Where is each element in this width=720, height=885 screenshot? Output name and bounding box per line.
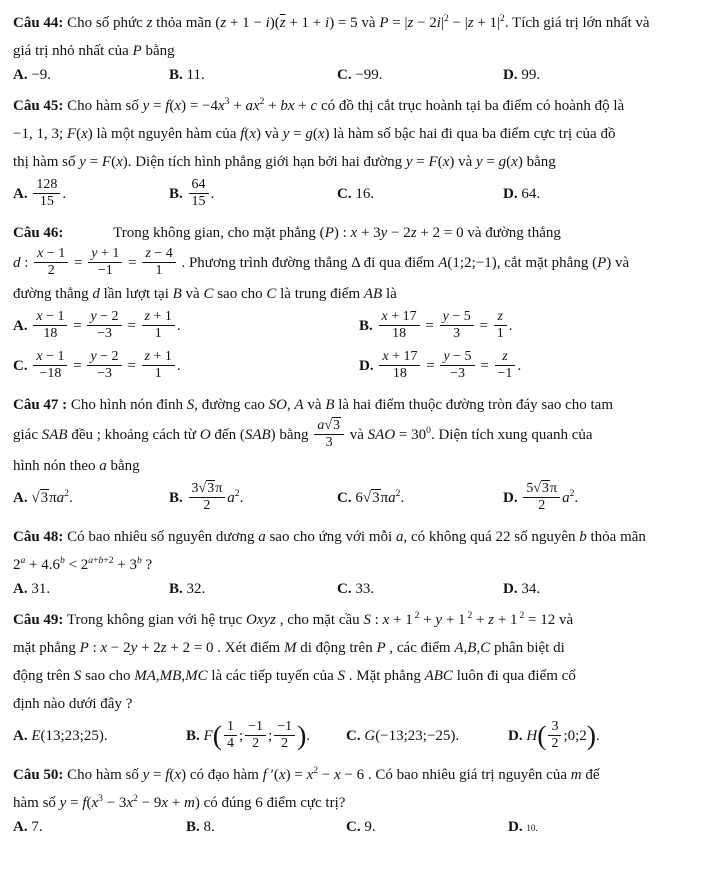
option-letter: B. <box>359 317 373 334</box>
option-a <box>13 581 169 598</box>
option-b <box>169 482 337 515</box>
question-47-options <box>13 482 707 515</box>
question-48-number: Câu 48: <box>13 529 64 545</box>
option-letter: D. <box>503 67 518 83</box>
question-44-statement <box>13 9 707 65</box>
option-value: 64. <box>521 186 541 202</box>
option-value: $\frac{3√3\pi}{2}$ $a^2$. <box>187 490 244 506</box>
option-d <box>359 350 707 383</box>
question-45-number: Câu 45: <box>13 98 64 114</box>
option-a <box>13 310 359 343</box>
option-c <box>337 67 503 84</box>
option-letter: C. <box>346 819 361 835</box>
option-value: 32. <box>186 581 206 597</box>
question-46-text: Trong không gian, cho mặt phẳng (P) : x + 3y − 2z + 2 = 0 và đường thẳng d : $\frac{x - 1}{2}$ = $\frac{y + 1}{-1}$ = $\frac{z - 4}{1}$ . Phương trình đường thẳng Δ đi qua điểm A(1;2;−1), cắt mặt phẳng (P) và đường thẳng d lần lượt tại B và C sao cho C là trung điểm AB là <box>13 225 630 302</box>
question-46 <box>13 219 707 383</box>
option-letter: C. <box>337 186 352 202</box>
option-letter: A. <box>13 185 28 202</box>
question-49-number: Câu 49: <box>13 612 64 628</box>
option-value: 7. <box>31 819 43 835</box>
option-value: F( $\frac{1}{4}$ ; $\frac{-1}{2}$ ; $\frac{-1}{2}$ ). <box>203 719 311 752</box>
option-value: 8. <box>203 819 215 835</box>
question-50 <box>13 761 707 836</box>
option-letter: B. <box>169 489 183 506</box>
option-value: 99. <box>521 67 541 83</box>
option-c <box>337 186 503 203</box>
option-letter: D. <box>359 357 374 374</box>
option-value: E(13;23;25). <box>31 728 108 744</box>
question-45 <box>13 92 707 211</box>
option-a <box>13 178 169 211</box>
option-c <box>346 728 508 745</box>
question-48-statement <box>13 523 707 579</box>
option-letter: B. <box>169 581 183 597</box>
question-49-statement <box>13 606 707 718</box>
option-b <box>169 67 337 84</box>
option-a <box>13 819 186 836</box>
question-44-options <box>13 67 707 84</box>
option-d <box>508 819 707 836</box>
option-a <box>13 490 169 507</box>
option-value: 34. <box>521 581 541 597</box>
option-c <box>13 350 359 383</box>
option-value: $√3\pi a^2$. <box>31 488 73 506</box>
option-value: 16. <box>355 186 375 202</box>
question-45-text: Cho hàm số $y = f(x) = -4x^3 + ax^2$ + bx + c có đồ thị cắt trục hoành tại ba điểm có hoành độ là −1, 1, 3; F(x) là một nguyên hàm của f(x) và y = g(x) là hàm số bậc hai đi qua ba điểm cực trị của đồ thị hàm số y = F(x). Diện tích hình phẳng giới hạn bởi hai đường y = F(x) và y = g(x) bằng <box>13 96 625 170</box>
option-letter: A. <box>13 67 28 83</box>
option-letter: A. <box>13 728 28 744</box>
option-a <box>13 728 186 745</box>
option-letter: A. <box>13 819 28 835</box>
question-49 <box>13 606 707 753</box>
option-c <box>337 581 503 598</box>
option-letter: B. <box>169 185 183 202</box>
option-letter: A. <box>13 317 28 334</box>
option-a <box>13 67 169 84</box>
option-d <box>508 720 707 753</box>
option-value: 11. <box>186 67 205 83</box>
question-47-number: Câu 47 : <box>13 397 68 413</box>
question-48-text: Có bao nhiêu số nguyên dương a sao cho ứng với mỗi a, có không quá 22 số nguyên b thỏa mãn $2^a + 4.6^b < 2^{a+b+2} + 3^b$ ? <box>13 529 646 573</box>
option-d <box>503 186 707 203</box>
option-letter: C. <box>337 581 352 597</box>
option-letter: A. <box>13 581 28 597</box>
question-47 <box>13 391 707 515</box>
option-b <box>359 310 707 343</box>
question-49-options <box>13 720 707 753</box>
question-46-number: Câu 46: <box>13 225 64 241</box>
option-value: $\frac{x + 17}{18}$ = $\frac{y - 5}{-3}$ = $\frac{z}{-1}$ . <box>377 358 521 374</box>
question-50-statement <box>13 761 707 817</box>
question-44 <box>13 9 707 84</box>
option-letter: D. <box>508 819 523 835</box>
option-b <box>169 581 337 598</box>
option-letter: B. <box>186 727 200 744</box>
option-letter: C. <box>337 490 352 506</box>
option-letter: D. <box>503 489 518 506</box>
question-48 <box>13 523 707 598</box>
option-c <box>337 490 503 507</box>
question-46-statement <box>13 219 707 308</box>
option-letter: B. <box>169 67 183 83</box>
option-value: $\frac{128}{15}$ . <box>31 186 66 202</box>
question-50-options <box>13 819 707 836</box>
question-45-options <box>13 178 707 211</box>
option-d <box>503 482 707 515</box>
option-value: 31. <box>31 581 51 597</box>
option-b <box>169 178 337 211</box>
option-value: $\frac{x - 1}{18}$ = $\frac{y - 2}{-3}$ = $\frac{z + 1}{1}$ . <box>31 318 180 334</box>
question-47-text: Cho hình nón đỉnh S, đường cao SO, A và B là hai điểm thuộc đường tròn đáy sao cho tam giác SAB đều ; khoảng cách từ O đến (SAB) bằng $\frac{a√3}{3}$ và SAO = $30^0$. Diện tích xung quanh của hình nón theo a bằng <box>13 397 614 474</box>
option-letter: C. <box>13 357 28 374</box>
option-letter: D. <box>503 581 518 597</box>
option-value: G(−13;23;−25). <box>364 728 460 744</box>
question-45-statement <box>13 92 707 176</box>
question-46-options <box>13 310 707 383</box>
option-value: $\frac{64}{15}$ . <box>187 186 215 202</box>
question-44-number: Câu 44: <box>13 15 64 31</box>
option-value: −9. <box>31 67 52 83</box>
option-value: H( $\frac{3}{2}$ ;0;2). <box>526 719 600 752</box>
option-c <box>346 819 508 836</box>
option-b <box>186 720 346 753</box>
option-value: 9. <box>364 819 376 835</box>
option-letter: D. <box>503 186 518 202</box>
question-47-statement <box>13 391 707 480</box>
option-value: $\frac{x + 17}{18}$ = $\frac{y - 5}{3}$ = $\frac{z}{1}$ . <box>377 318 513 334</box>
option-value: $6√3\pi a^2$. <box>355 488 405 506</box>
option-letter: B. <box>186 819 200 835</box>
option-letter: A. <box>13 490 28 506</box>
question-44-text: Cho số phức z thỏa mãn $(z + 1 - i)(\overline{z} + 1 + i) = 5$ và $P = |z - 2i|^2 - |z + 1|^2$. Tích giá trị lớn nhất và giá trị nhỏ nhất của P bằng <box>13 13 650 59</box>
question-50-number: Câu 50: <box>13 767 64 783</box>
option-value: $\frac{5√3\pi}{2}$ $a^2$. <box>521 490 578 506</box>
option-value: $\frac{x - 1}{-18}$ = $\frac{y - 2}{-3}$ = $\frac{z + 1}{1}$ . <box>31 358 180 374</box>
option-letter: C. <box>337 67 352 83</box>
option-value: 33. <box>355 581 375 597</box>
question-50-text: Cho hàm số y = f(x) có đạo hàm f $'(x) = x^2 - x - 6$ . Có bao nhiêu giá trị nguyên của m để hàm số $y = f(x^3 - 3x^2 - 9x + m)$ có đúng 6 điểm cực trị? <box>13 765 600 811</box>
question-48-options <box>13 581 707 598</box>
option-d <box>503 581 707 598</box>
question-49-text: Trong không gian với hệ trục Oxyz , cho mặt cầu S : x + 1 $^2$ + y + 1 $^2$ + z + 1 $^2$ = 12 và mặt phẳng P : x − 2y + 2z + 2 = 0 . Xét điểm M di động trên P , các điểm A,B,C phân biệt di động trên S sao cho MA,MB,MC là các tiếp tuyến của S . Mặt phẳng ABC luôn đi qua điểm cố định nào dưới đây ? <box>13 610 576 712</box>
option-b <box>186 819 346 836</box>
option-value: −99. <box>355 67 383 83</box>
option-d <box>503 67 707 84</box>
option-value: 10. <box>526 823 538 833</box>
option-letter: D. <box>508 727 523 744</box>
option-letter: C. <box>346 728 361 744</box>
